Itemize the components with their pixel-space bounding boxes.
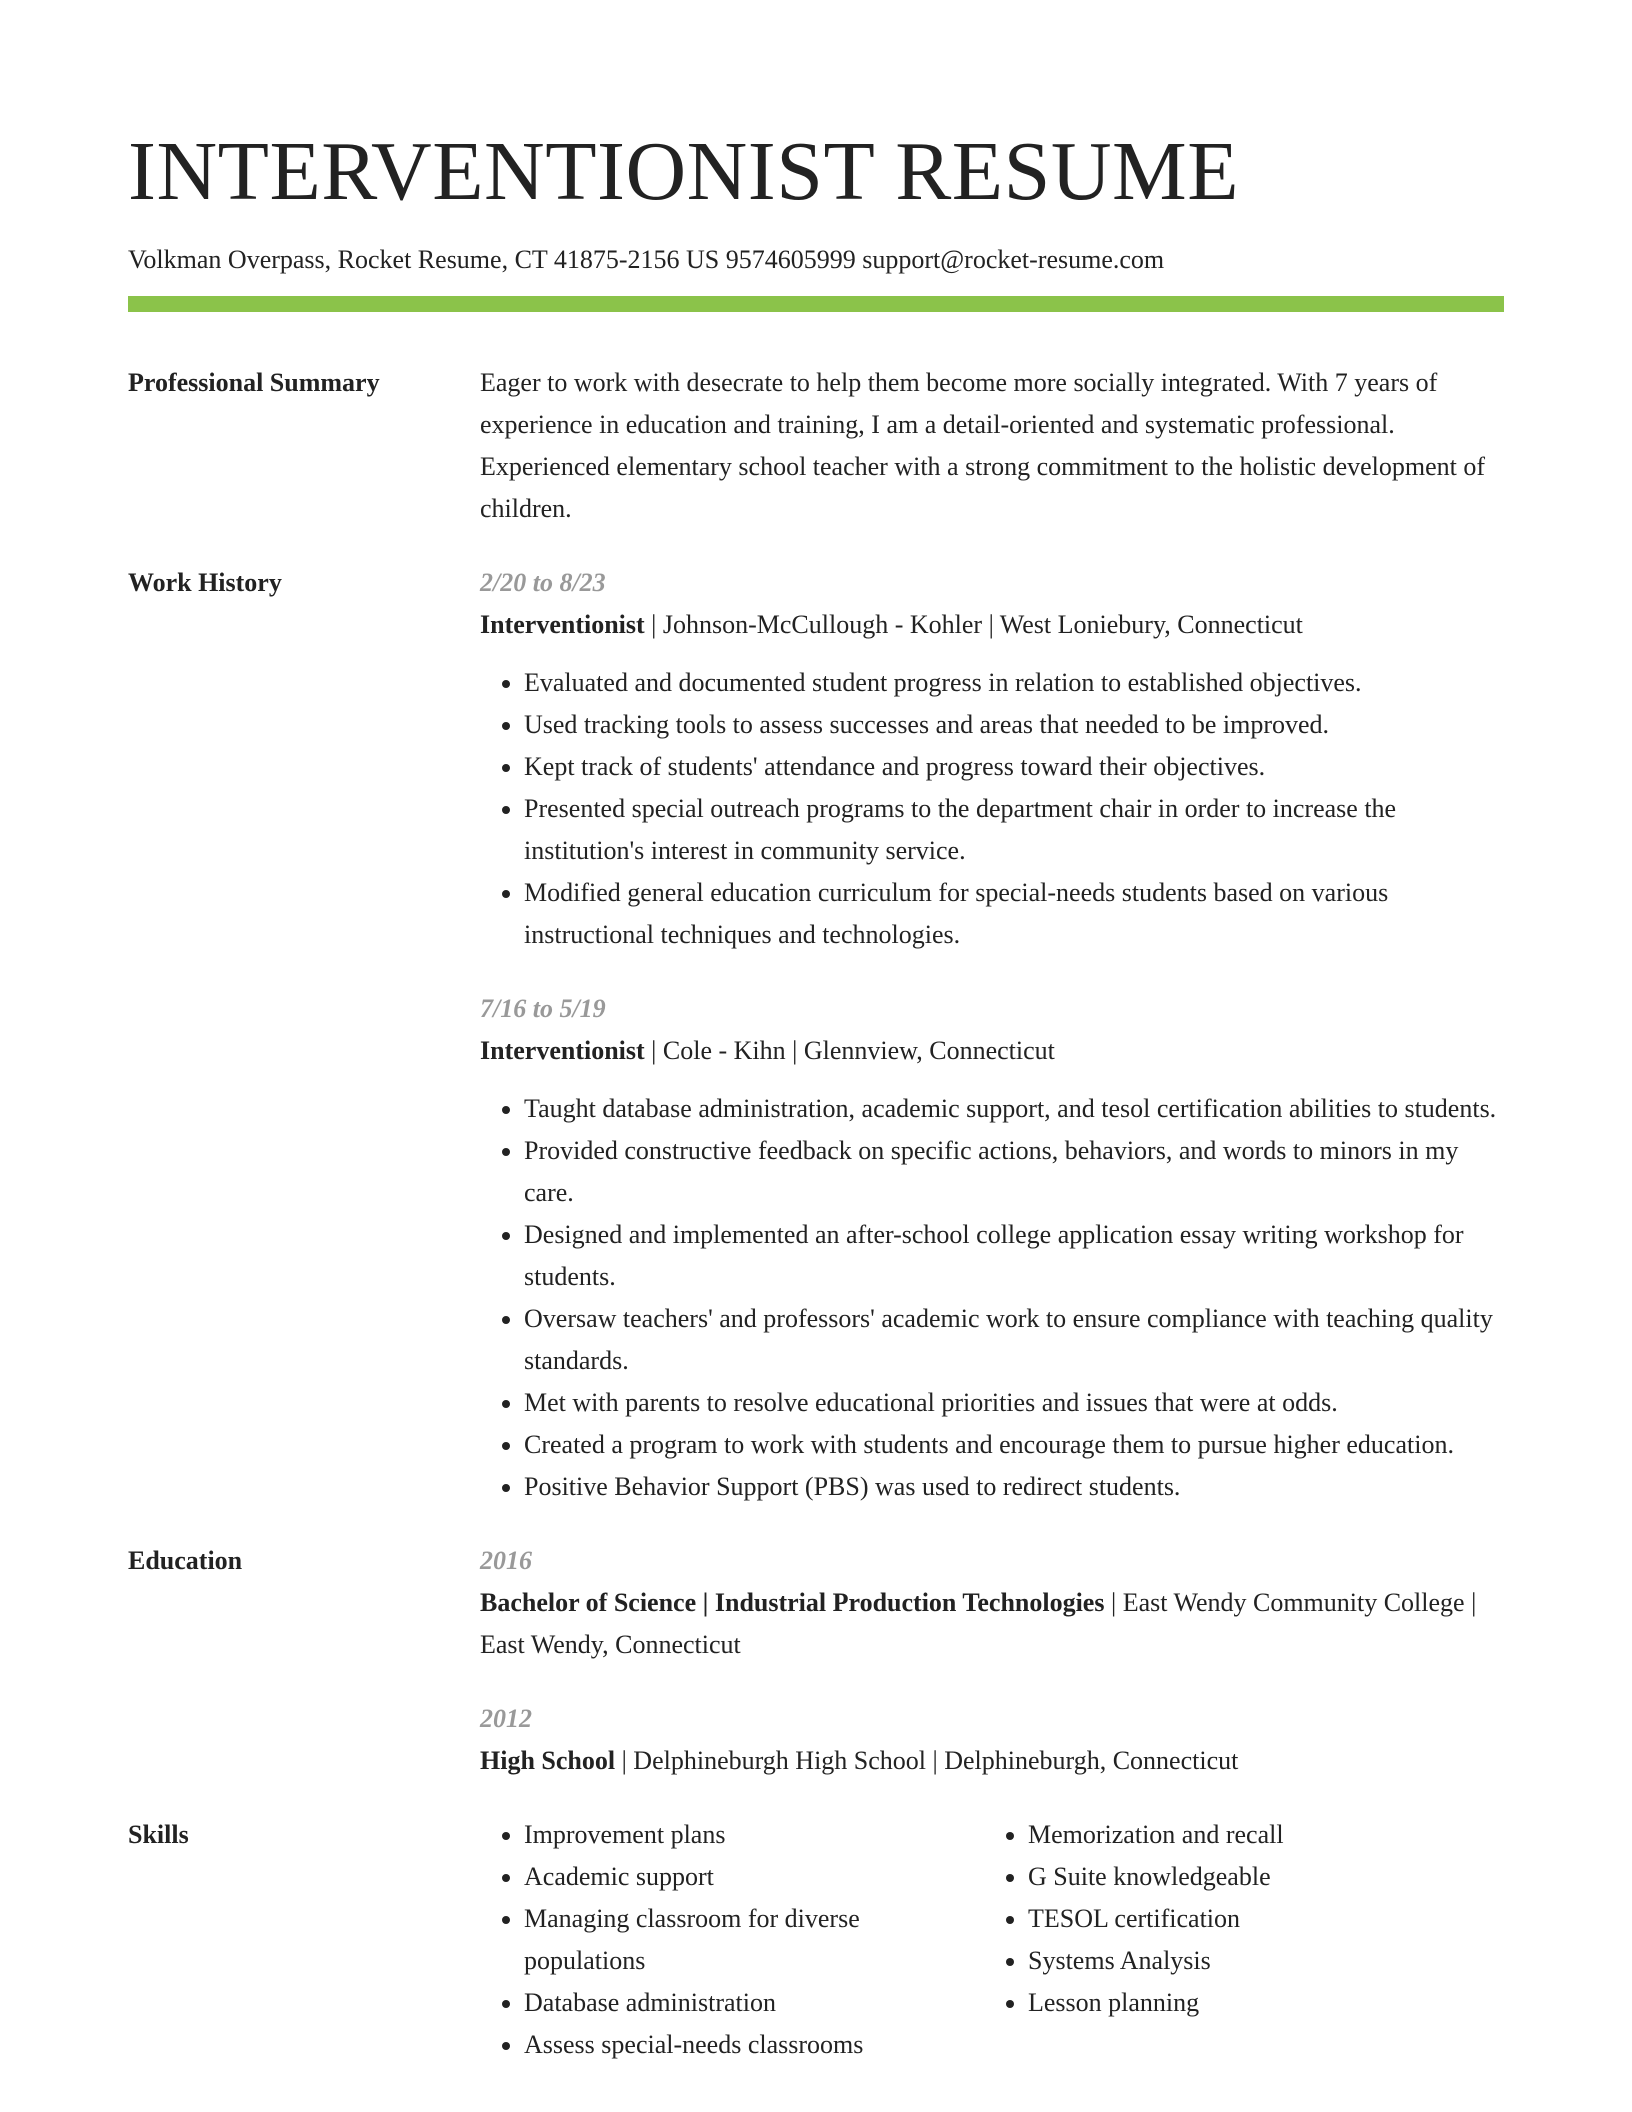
work-history-body <box>480 562 1504 1508</box>
education-degree: Bachelor of Science | Industrial Production Technologies <box>480 1588 1105 1617</box>
job-entry <box>480 988 1504 1508</box>
job-title: Interventionist <box>480 1036 645 1065</box>
skill-item: • G Suite knowledgeable <box>1028 1856 1488 1898</box>
education-school-location: | East Wendy Community College | East Wendy, Connecticut <box>480 1588 1477 1659</box>
section-label-work-history: Work History <box>128 568 282 597</box>
job-dates: 2/20 to 8/23 <box>480 568 606 597</box>
section-label-skills: Skills <box>128 1820 189 1849</box>
job-employer-location: | Johnson-McCullough - Kohler | West Loniebury, Connecticut <box>644 610 1303 639</box>
work-history-section <box>128 562 1504 1508</box>
skill-item: • Assess special-needs classrooms <box>524 2024 984 2066</box>
job-bullets <box>480 1088 1504 1508</box>
education-heading <box>480 1582 1504 1666</box>
contact-line: Volkman Overpass, Rocket Resume, CT 41875-2156 US 9574605999 support@rocket-resume.com <box>128 245 1165 274</box>
job-bullet: • Modified general education curriculum for special-needs students based on various instructional techniques and technologies. <box>524 872 1504 956</box>
job-bullet: • Presented special outreach programs to the department chair in order to increase the institution's interest in community service. <box>524 788 1504 872</box>
job-bullet: • Kept track of students' attendance and progress toward their objectives. <box>524 746 1504 788</box>
education-degree: High School <box>480 1746 616 1775</box>
job-bullet: • Provided constructive feedback on specific actions, behaviors, and words to minors in my care. <box>524 1130 1504 1214</box>
skill-item: • Database administration <box>524 1982 984 2024</box>
skill-item: • Academic support <box>524 1856 984 1898</box>
skill-item: • Improvement plans <box>524 1814 984 1856</box>
education-school-location: | Delphineburgh High School | Delphineburgh, Connecticut <box>615 1746 1239 1775</box>
job-employer-location: | Cole - Kihn | Glennview, Connecticut <box>644 1036 1055 1065</box>
job-bullet: • Designed and implemented an after-school college application essay writing workshop for students. <box>524 1214 1504 1298</box>
skill-item: • TESOL certification <box>1028 1898 1488 1940</box>
education-body <box>480 1540 1504 1782</box>
resume-title: INTERVENTIONIST RESUME <box>128 125 1239 218</box>
job-bullet: • Taught database administration, academic support, and tesol certification abilities to students. <box>524 1088 1504 1130</box>
job-bullet: • Created a program to work with students and encourage them to pursue higher education. <box>524 1424 1504 1466</box>
header-divider <box>128 296 1504 312</box>
job-entry <box>480 562 1504 956</box>
skill-item: • Memorization and recall <box>1028 1814 1488 1856</box>
summary-text: Eager to work with desecrate to help them become more socially integrated. With 7 years of experience in education and training, I am a detail-oriented and systematic professional. Experienced elementary school teacher with a strong commitment to the holistic development of children. <box>480 368 1486 523</box>
skill-item: • Systems Analysis <box>1028 1940 1488 1982</box>
education-section <box>128 1540 1504 1782</box>
job-bullet: • Used tracking tools to assess successes and areas that needed to be improved. <box>524 704 1504 746</box>
job-title: Interventionist <box>480 610 645 639</box>
job-heading <box>480 604 1504 646</box>
education-year: 2012 <box>480 1704 532 1733</box>
skills-column-2 <box>984 1814 1488 2066</box>
summary-section <box>128 362 1504 530</box>
job-heading <box>480 1030 1504 1072</box>
education-heading <box>480 1740 1504 1782</box>
skill-item: • Managing classroom for diverse populations <box>524 1898 984 1982</box>
job-bullet: • Positive Behavior Support (PBS) was used to redirect students. <box>524 1466 1504 1508</box>
skills-column-1 <box>480 1814 984 2066</box>
job-bullet: • Evaluated and documented student progress in relation to established objectives. <box>524 662 1504 704</box>
job-bullets <box>480 662 1504 956</box>
section-label-summary: Professional Summary <box>128 368 380 397</box>
job-bullet: • Met with parents to resolve educational priorities and issues that were at odds. <box>524 1382 1504 1424</box>
education-entry <box>480 1698 1504 1782</box>
job-bullet: • Oversaw teachers' and professors' academic work to ensure compliance with teaching quality standards. <box>524 1298 1504 1382</box>
education-entry <box>480 1540 1504 1666</box>
education-year: 2016 <box>480 1546 532 1575</box>
job-dates: 7/16 to 5/19 <box>480 994 606 1023</box>
section-label-education: Education <box>128 1546 243 1575</box>
skill-item: • Lesson planning <box>1028 1982 1488 2024</box>
skills-section <box>128 1814 1504 2066</box>
skills-body <box>480 1814 1504 2066</box>
resume-page <box>128 0 1504 2066</box>
